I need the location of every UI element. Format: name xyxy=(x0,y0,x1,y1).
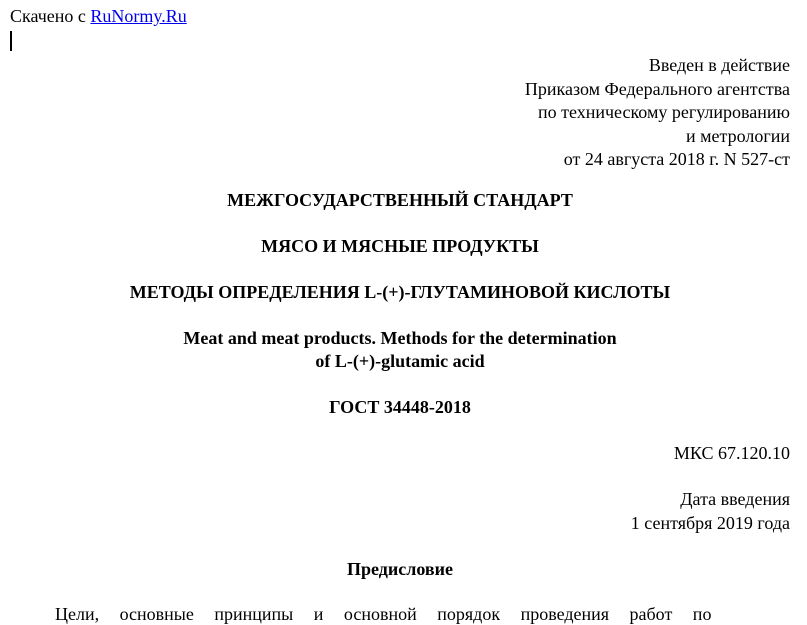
intro-date-block xyxy=(631,488,790,535)
title-en-line: Meat and meat products. Methods for the determination xyxy=(183,328,617,348)
source-link[interactable]: RuNormy.Ru xyxy=(90,6,187,26)
approval-line: Введен в действие xyxy=(648,55,790,75)
gost-number: ГОСТ 34448-2018 xyxy=(329,397,471,417)
approval-block xyxy=(525,54,790,172)
section-heading-foreword: Предисловие xyxy=(347,559,453,579)
approval-line: и метрологии xyxy=(686,125,790,146)
title-en-line: of L-(+)-glutamic acid xyxy=(315,351,485,371)
text-cursor xyxy=(10,31,12,51)
approval-line: от 24 августа 2018 г. N 527-ст xyxy=(563,149,790,169)
source-prefix: Скачено с xyxy=(10,6,91,26)
foreword-paragraph: Цели, основные принципы и основной порядок проведения работ по xyxy=(55,604,712,624)
subject-heading: МЯСО И МЯСНЫЕ ПРОДУКТЫ xyxy=(261,236,539,256)
approval-line: по техническому регулированию xyxy=(537,102,790,122)
source-line xyxy=(10,6,187,27)
standard-type-heading: МЕЖГОСУДАРСТВЕННЫЙ СТАНДАРТ xyxy=(227,190,573,210)
approval-line: Приказом Федерального агентства xyxy=(524,78,790,99)
title-en-heading xyxy=(0,327,800,373)
mks-code: МКС 67.120.10 xyxy=(673,443,790,463)
title-ru-heading: МЕТОДЫ ОПРЕДЕЛЕНИЯ L-(+)-ГЛУТАМИНОВОЙ КИСЛОТЫ xyxy=(129,282,671,302)
intro-date-value: 1 сентября 2019 года xyxy=(630,512,790,533)
intro-date-label: Дата введения xyxy=(680,489,790,509)
